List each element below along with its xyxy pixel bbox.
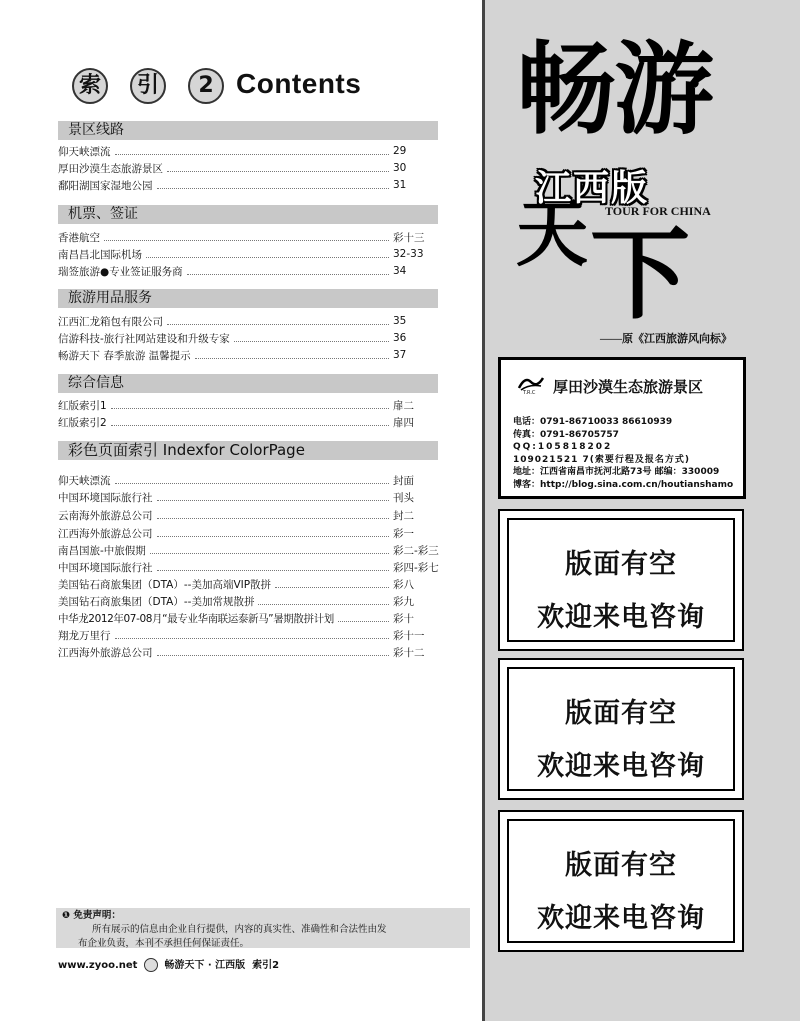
index-item: 信游科技-旅行社网站建设和升级专家: [58, 332, 230, 345]
leader-dots: [111, 408, 389, 409]
leader-dots: [338, 621, 389, 622]
ad-address: 地址：江西省南昌市抚河北路73号 邮编：330009: [513, 467, 720, 477]
index-page: 彩八: [393, 578, 414, 591]
ad-contact-info: [513, 416, 733, 491]
index-page: 32-33: [393, 248, 424, 260]
page-title: Contents: [236, 68, 362, 99]
section-title-general: 综合信息: [58, 374, 438, 393]
footer-url[interactable]: www.zyoo.net: [58, 960, 138, 971]
index-row: [58, 177, 438, 193]
index-row: [58, 143, 438, 159]
index-item: 瑞签旅游●专业签证服务商: [58, 265, 183, 278]
ad-fax: 传真：0791-86705757: [513, 429, 619, 440]
edition-label: 江西版: [535, 168, 650, 209]
vacancy-line-1: 版面有空: [565, 549, 677, 580]
index-item: 江西汇龙箱包有限公司: [58, 315, 163, 328]
index-page: 35: [393, 315, 407, 327]
index-row: [58, 542, 438, 558]
index-row: [58, 472, 438, 488]
leader-dots: [157, 500, 390, 501]
index-row: [58, 229, 438, 245]
index-page: 34: [393, 265, 407, 277]
index-item: 美国钻石商旅集团（DTA）--美加常规散拼: [58, 595, 255, 608]
index-page: 彩一: [393, 527, 414, 540]
index-row: [58, 347, 438, 363]
footer-page: 索引2: [252, 960, 280, 971]
disclaimer-line-2: 布企业负责，本刊不承担任何保证责任。: [78, 938, 250, 949]
leader-dots: [157, 518, 390, 519]
index-item: 仰天峡漂流: [58, 145, 111, 158]
index-item: 美国钻石商旅集团（DTA）--美加高端VIP散拼: [58, 578, 272, 591]
ad-phone: 电话：0791-86710033 86610939: [513, 417, 673, 427]
leader-dots: [234, 341, 389, 342]
leader-dots: [115, 638, 390, 639]
index-item: 江西海外旅游总公司: [58, 646, 153, 659]
index-row: [58, 525, 438, 541]
leader-dots: [157, 655, 390, 656]
section-title-tickets: 机票、签证: [58, 205, 438, 224]
vacancy-line-1: 版面有空: [565, 850, 677, 881]
index-page: 彩十一: [393, 629, 425, 642]
index-item: 中华龙2012年07-08月“最专业华南联运泰新马”暑期散拼计划: [58, 612, 334, 625]
index-row: [58, 627, 438, 643]
leader-dots: [115, 483, 390, 484]
index-page: 彩十: [393, 612, 414, 625]
index-row: [58, 330, 438, 346]
index-page: 彩十二: [393, 646, 425, 659]
index-row: [58, 507, 438, 523]
ad-qq1: QQ:105818202: [513, 442, 613, 452]
footer-publication: 畅游天下 · 江西版: [164, 960, 246, 971]
leader-dots: [146, 257, 389, 258]
index-row: [58, 414, 438, 430]
divider: [482, 0, 485, 1021]
index-page: 封二: [393, 509, 414, 522]
index-item: 厚田沙漠生态旅游景区: [58, 162, 163, 175]
footer: [58, 956, 279, 972]
leader-dots: [150, 553, 389, 554]
footer-logo-icon: [144, 958, 158, 972]
leader-dots: [157, 570, 390, 571]
leader-dots: [258, 604, 389, 605]
brand-char-1: 畅: [516, 31, 616, 148]
leader-dots: [167, 324, 389, 325]
brand-char-3: 天: [516, 192, 589, 276]
index-page: 彩九: [393, 595, 414, 608]
index-page: 彩二-彩三: [393, 544, 439, 557]
index-row: [58, 397, 438, 413]
index-row: [58, 610, 438, 626]
index-page: 30: [393, 162, 407, 174]
index-row: [58, 313, 438, 329]
leader-dots: [104, 240, 389, 241]
index-item: 中国环境国际旅行社: [58, 561, 153, 574]
index-row: [58, 246, 438, 262]
leader-dots: [111, 425, 389, 426]
disclaimer-title: 免责声明：: [73, 910, 121, 921]
index-item: 香港航空: [58, 231, 100, 244]
index-page: 29: [393, 145, 407, 157]
vacancy-line-2: 欢迎来电咨询: [537, 602, 705, 633]
vacancy-line-2: 欢迎来电咨询: [537, 903, 705, 934]
index-page: 封面: [393, 474, 414, 487]
disclaimer-line-1: 所有展示的信息由企业自行提供，内容的真实性、准确性和合法性由发: [92, 924, 387, 935]
leader-dots: [157, 188, 390, 189]
index-row: [58, 263, 438, 279]
index-page: 36: [393, 332, 407, 344]
brand-tagline: TOUR FOR CHINA: [605, 204, 711, 218]
index-page: 彩十三: [393, 231, 425, 244]
index-page: 刊头: [393, 491, 414, 504]
ad-card: [498, 357, 746, 499]
ad-company-name: 厚田沙漠生态旅游景区: [553, 378, 704, 396]
leader-dots: [167, 171, 389, 172]
leader-dots: [115, 154, 390, 155]
leader-dots: [275, 587, 389, 588]
index-item: 南昌国旅-中旅假期: [58, 544, 146, 557]
index-item: 仰天峡漂流: [58, 474, 111, 487]
section-title-supplies: 旅游用品服务: [58, 289, 438, 308]
section-title-scenic: 景区线路: [58, 121, 438, 140]
index-item: 畅游天下 春季旅游 温馨提示: [58, 349, 191, 362]
ad-blog: 博客：http://blog.sina.com.cn/houtianshamo: [513, 479, 734, 490]
vacancy-line-1: 版面有空: [565, 698, 677, 729]
vacancy-line-2: 欢迎来电咨询: [537, 751, 705, 782]
index-item: 中国环境国际旅行社: [58, 491, 153, 504]
index-row: [58, 593, 438, 609]
disclaimer-box: [56, 908, 470, 948]
index-item: 鄱阳湖国家湿地公园: [58, 179, 153, 192]
ad-qq2: 109021521 7(索要行程及报名方式): [513, 454, 690, 465]
index-page: 31: [393, 179, 407, 191]
index-item: 江西海外旅游总公司: [58, 527, 153, 540]
index-row: [58, 576, 438, 592]
leader-dots: [195, 358, 389, 359]
ad-vacancy-inner: [507, 518, 735, 642]
index-page: 彩四-彩七: [393, 561, 439, 574]
header-char-2: 引: [130, 68, 166, 104]
index-page: 扉二: [393, 399, 414, 412]
index-item: 云南海外旅游总公司: [58, 509, 153, 522]
header-char-1: 索: [72, 68, 108, 104]
brand-char-4: 下: [590, 216, 690, 333]
ad-vacancy-inner: [507, 667, 735, 791]
former-name: ——原《江西旅游风向标》: [600, 333, 732, 345]
index-page: 扉四: [393, 416, 414, 429]
ad-vacancy-box: [498, 810, 744, 952]
index-row: [58, 489, 438, 505]
leader-dots: [157, 536, 390, 537]
info-icon: ❶: [62, 910, 71, 921]
index-row: [58, 160, 438, 176]
index-item: 红版索引1: [58, 399, 107, 412]
index-item: 南昌昌北国际机场: [58, 248, 142, 261]
index-item: 翔龙万里行: [58, 629, 111, 642]
ad-vacancy-inner: [507, 819, 735, 943]
section-title-color-pages: 彩色页面索引 Indexfor ColorPage: [58, 441, 438, 460]
index-row: [58, 559, 438, 575]
ad-vacancy-box: [498, 658, 744, 800]
ad-vacancy-box: [498, 509, 744, 651]
index-row: [58, 644, 438, 660]
trc-logo-icon: [517, 374, 545, 396]
trc-logo-text: T.R.C: [523, 390, 536, 396]
leader-dots: [187, 274, 389, 275]
index-item: 红版索引2: [58, 416, 107, 429]
index-page: 37: [393, 349, 407, 361]
header-number: 2: [188, 68, 224, 104]
brand-char-2: 游: [614, 31, 714, 148]
